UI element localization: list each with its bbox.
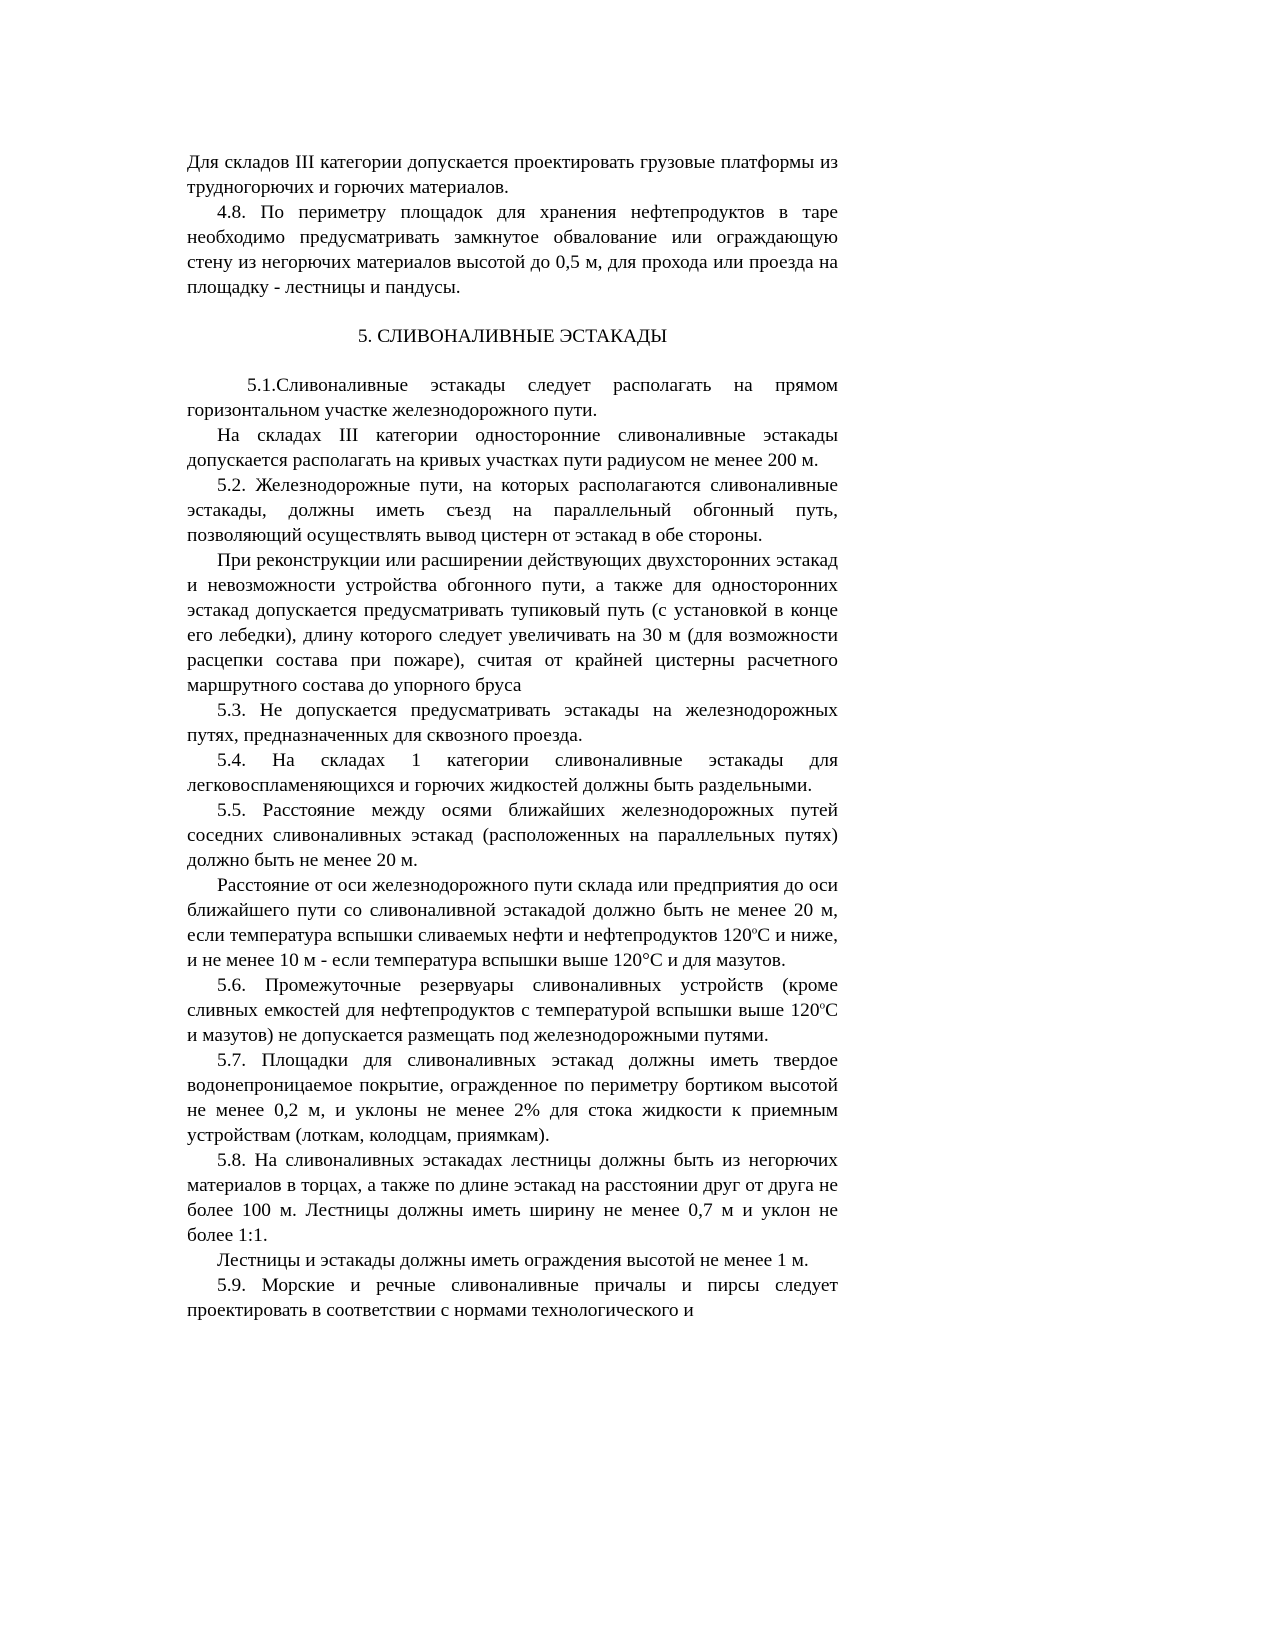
paragraph xyxy=(187,973,838,1048)
paragraph: 5.7. Площадки для сливоналивных эстакад должны иметь твердое водонепроницаемое покрытие, огражденное по периметру бортиком высотой не менее 0,2 м, и уклоны не менее 2% для стока жидкости к приемным устройствам (лоткам, колодцам, приямкам). xyxy=(187,1050,838,1146)
paragraph: При реконструкции или расширении действующих двухсторонних эстакад и невозможности устройства обгонного пути, а также для односторонних эстакад допускается предусматривать тупиковый путь (с установкой в конце его лебедки), длину которого следует увеличивать на 30 м (для возможности расцепки состава при пожаре), считая от крайней цистерны расчетного маршрутного состава до упорного бруса xyxy=(187,550,838,696)
paragraph: 5.4. На складах 1 категории сливоналивные эстакады для легковоспламеняющихся и горючих жидкостей должны быть раздельными. xyxy=(187,750,838,796)
superscript: о xyxy=(751,924,758,937)
paragraph: 5.3. Не допускается предусматривать эстакады на железнодорожных путях, предназначенных для сквозного проезда. xyxy=(187,700,838,746)
text-run: С и мазутов) не допускается размещать под железнодорожными путями. xyxy=(187,1000,838,1046)
superscript: о xyxy=(819,999,826,1012)
paragraph: 4.8. По периметру площадок для хранения нефтепродуктов в таре необходимо предусматривать замкнутое обвалование или ограждающую стену из негорючих материалов высотой до 0,5 м, для прохода или проезда на площадку - лестницы и пандусы. xyxy=(187,202,838,298)
paragraph: 5.8. На сливоналивных эстакадах лестницы должны быть из негорючих материалов в торцах, а также по длине эстакад на расстоянии друг от друга не более 100 м. Лестницы должны иметь ширину не менее 0,7 м и уклон не более 1:1. xyxy=(187,1150,838,1246)
text-run: С и ниже, и не менее 10 м - если температура вспышки выше 120°С и для мазутов. xyxy=(187,925,838,971)
paragraph: 5.2. Железнодорожные пути, на которых располагаются сливоналивные эстакады, должны иметь съезд на параллельный обгонный путь, позволяющий осуществлять вывод цистерн от эстакад в обе стороны. xyxy=(187,475,838,546)
section-title: 5. СЛИВОНАЛИВНЫЕ ЭСТАКАДЫ xyxy=(357,326,668,347)
document-page xyxy=(187,150,838,1323)
paragraph: На складах III категории односторонние сливоналивные эстакады допускается располагать на кривых участках пути радиусом не менее 200 м. xyxy=(187,425,838,471)
paragraph: Лестницы и эстакады должны иметь ограждения высотой не менее 1 м. xyxy=(217,1250,809,1271)
text-run: Расстояние от оси железнодорожного пути склада или предприятия до оси ближайшего пути со сливоналивной эстакадой должно быть не менее 20 м, если температура вспышки сливаемых нефти и нефтепродуктов 120 xyxy=(187,875,838,946)
paragraph xyxy=(187,873,838,973)
paragraph: Для складов III категории допускается проектировать грузовые платформы из трудногорючих и горючих материалов. xyxy=(187,152,838,198)
paragraph: 5.1.Сливоналивные эстакады следует располагать на прямом горизонтальном участке железнодорожного пути. xyxy=(187,375,838,421)
paragraph: 5.9. Морские и речные сливоналивные причалы и пирсы следует проектировать в соответствии с нормами технологического и xyxy=(187,1275,838,1321)
paragraph: 5.5. Расстояние между осями ближайших железнодорожных путей соседних сливоналивных эстакад (расположенных на параллельных путях) должно быть не менее 20 м. xyxy=(187,800,838,871)
text-run: 5.6. Промежуточные резервуары сливоналивных устройств (кроме сливных емкостей для нефтепродуктов с температурой вспышки выше 120 xyxy=(187,975,838,1021)
